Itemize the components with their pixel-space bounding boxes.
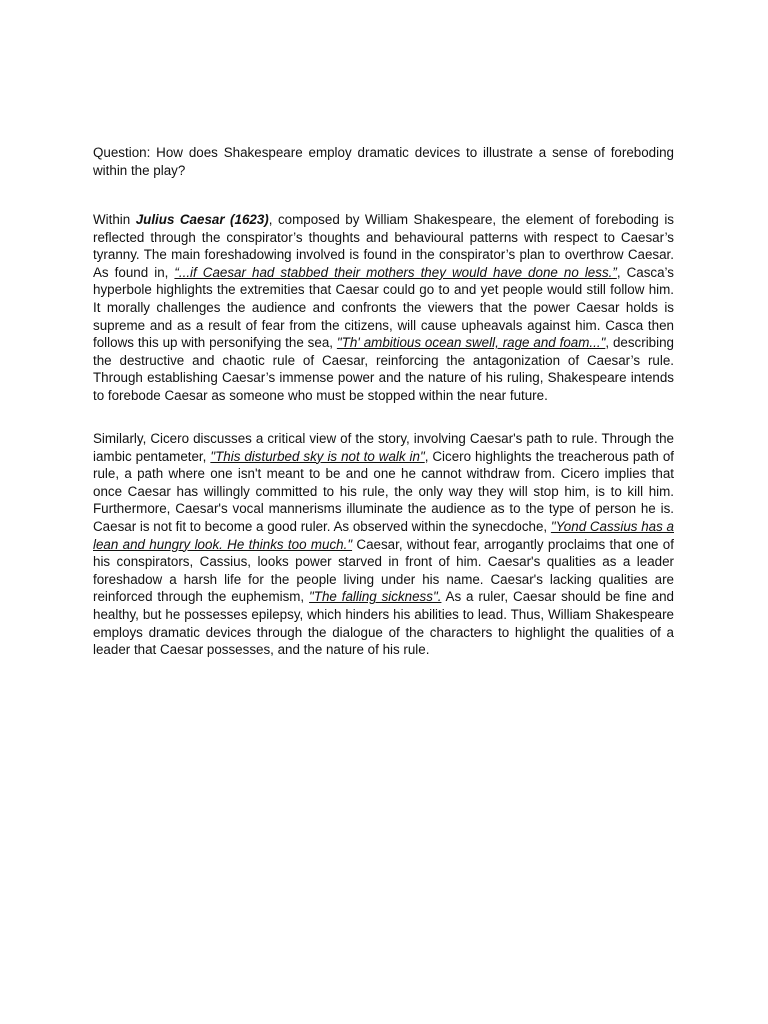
body-paragraph-2: [93, 430, 674, 659]
quote-yond-cassius: "Yond Cassius has a lean and hungry look. He thinks too much.": [93, 518, 674, 552]
paragraph-text: Caesar, without fear, arrogantly proclaims that one of his conspirators, Cassius, looks power starved in front of him. Caesar's qualities as a leader foreshadow a harsh life for the people living under his name. Caesar's lacking qualities are reinforced through the euphemism,: [93, 536, 674, 605]
body-paragraph-1: [93, 211, 674, 405]
paragraph-text: , Casca’s hyperbole highlights the extremities that Caesar could go to and yet people would still follow him. It morally challenges the audience and confronts the viewers that the power Caesar holds is supreme and as a result of fear from the citizens, will cause upheavals against him. Casca then follows this up with personifying the sea,: [93, 264, 674, 351]
quote-ocean-swell: "Th' ambitious ocean swell, rage and foam...": [336, 335, 606, 351]
paragraph-text: , describing the destructive and chaotic rule of Caesar, reinforcing the antagonization of Caesar’s rule. Through establishing Caesar’s immense power and the nature of his ruling, Shakespeare intends to forebode Caesar as someone who must be stopped within the near future.: [93, 335, 674, 403]
paragraph-text: , Cicero highlights the treacherous path of rule, a path where one isn't meant to be and one he cannot withdraw from. Cicero implies that once Caesar has willingly committed to his rule, the only way they will stop him, is to kill him. Furthermore, Caesar's vocal mannerisms illuminate the audience as to the type of person he is. Caesar is not fit to become a good ruler. As observed within the synecdoche,: [93, 448, 675, 534]
quote-disturbed-sky: "This disturbed sky is not to walk in": [210, 448, 425, 464]
paragraph-text: , composed by William Shakespeare, the element of foreboding is reflected through the conspirator’s thoughts and behavioural patterns with respect to Caesar’s tyranny. The main foreshadowing involved is found in the conspirator’s plan to overthrow Caesar. As found in,: [93, 212, 674, 280]
play-title: Julius Caesar (1623): [135, 212, 269, 227]
paragraph-text: Similarly, Cicero discusses a critical view of the story, involving Caesar's path to rule. Through the iambic pentameter,: [93, 431, 674, 464]
question-text: Question: How does Shakespeare employ dramatic devices to illustrate a sense of foreboding within the play?: [93, 145, 674, 178]
quote-stabbed-mothers: “...if Caesar had stabbed their mothers they would have done no less.”: [174, 264, 617, 280]
paragraph-text: As a ruler, Caesar should be fine and healthy, but he possesses epilepsy, which hinders his abilities to lead. Thus, William Shakespeare employs dramatic devices through the dialogue of the characters to highlight the qualities of a leader that Caesar possesses, and the nature of his rule.: [93, 589, 674, 658]
quote-falling-sickness: "The falling sickness".: [309, 589, 442, 605]
paragraph-text: Within: [93, 212, 136, 227]
